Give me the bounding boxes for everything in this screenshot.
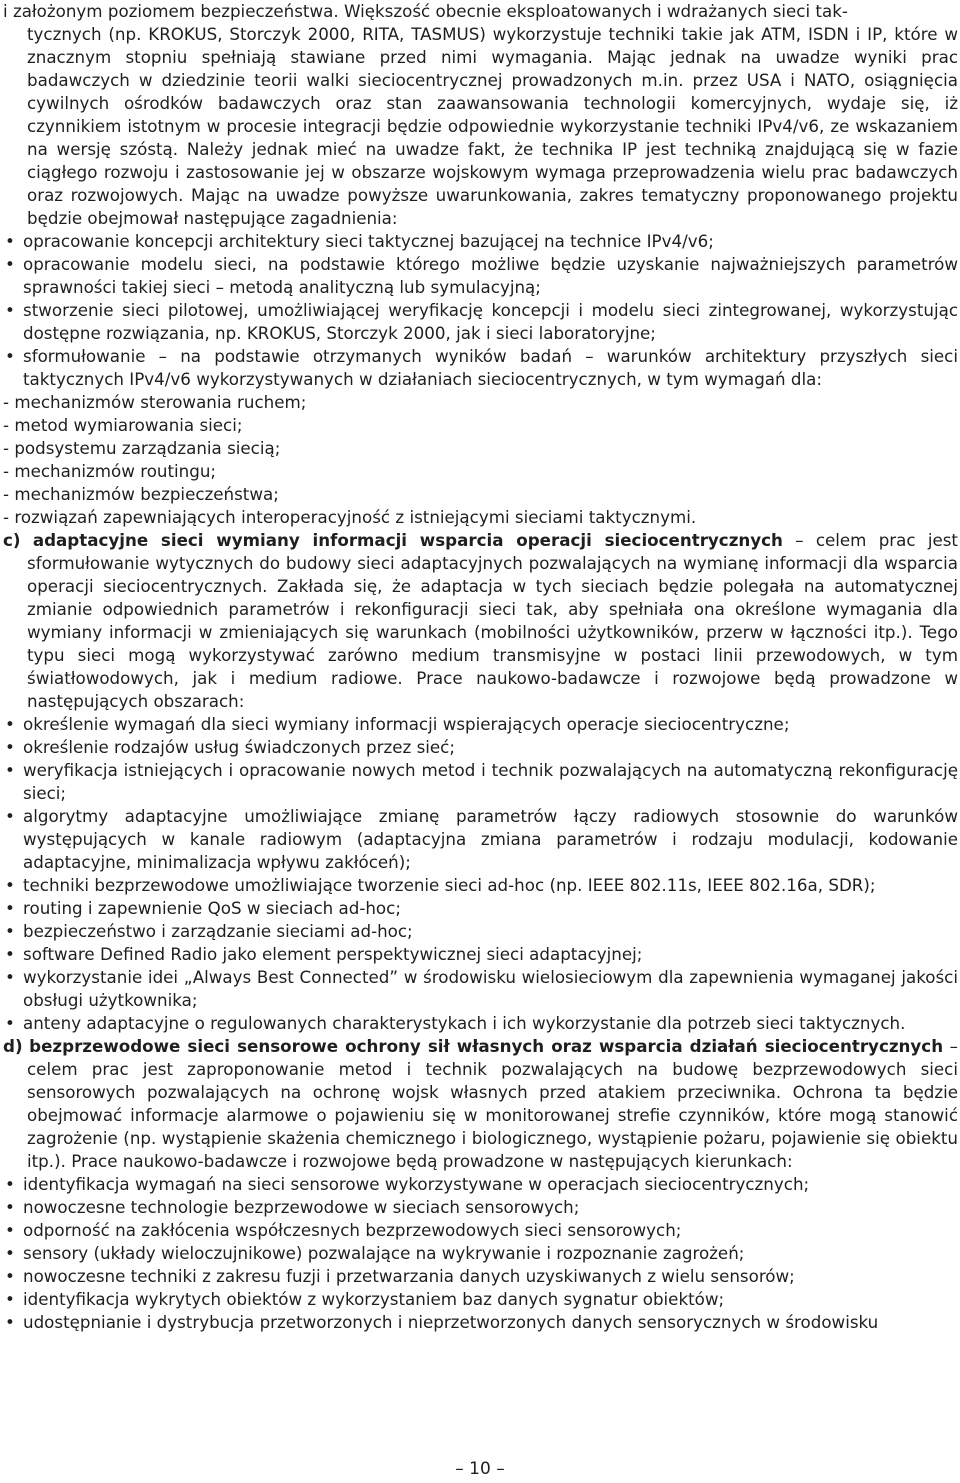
document-page — [3, 0, 958, 1334]
section-c-heading: adaptacyjne sieci wymiany informacji wsparcia operacji sieciocentrycznych — [32, 530, 783, 550]
list-item: • bezpieczeństwo i zarządzanie sieciami ad-hoc; — [3, 920, 958, 943]
list-item: • opracowanie modelu sieci, na podstawie którego możliwe będzie uzyskanie najważniejszych parametrów sprawności takiej sieci – metodą analityczną lub symulacyjną; — [3, 253, 958, 299]
list-item: - mechanizmów routingu; — [3, 461, 217, 481]
list-item: - mechanizmów bezpieczeństwa; — [3, 484, 279, 504]
project-scope-list — [3, 230, 958, 391]
section-c-list — [3, 713, 958, 1035]
list-item: • identyfikacja wymagań na sieci sensorowe wykorzystywane w operacjach sieciocentrycznych; — [3, 1173, 958, 1196]
list-item: • opracowanie koncepcji architektury sieci taktycznej bazującej na technice IPv4/v6; — [3, 230, 958, 253]
list-item: - podsystemu zarządzania siecią; — [3, 438, 281, 458]
section-c-paragraph — [3, 529, 958, 713]
list-item: - mechanizmów sterowania ruchem; — [3, 392, 307, 412]
list-item: • stworzenie sieci pilotowej, umożliwiającej weryfikację koncepcji i modelu sieci zintegrowanej, wykorzystując dostępne rozwiązania, np. KROKUS, Storczyk 2000, jak i sieci laboratoryjne; — [3, 299, 958, 345]
list-item: • routing i zapewnienie QoS w sieciach ad-hoc; — [3, 897, 958, 920]
list-item: • określenie wymagań dla sieci wymiany informacji wspierających operacje sieciocentryczne; — [3, 713, 958, 736]
section-c-letter: c) — [3, 530, 21, 550]
list-item: • odporność na zakłócenia współczesnych bezprzewodowych sieci sensorowych; — [3, 1219, 958, 1242]
page-number: – 10 – — [455, 1459, 505, 1479]
list-item: • techniki bezprzewodowe umożliwiające tworzenie sieci ad-hoc (np. IEEE 802.11s, IEEE 802.16a, SDR); — [3, 874, 958, 897]
list-item: • identyfikacja wykrytych obiektów z wykorzystaniem baz danych sygnatur obiektów; — [3, 1288, 958, 1311]
intro-first-line: i założonym poziomem bezpieczeństwa. Większość obecnie eksploatowanych i wdrażanych sieci tak- — [3, 1, 848, 21]
section-d-heading: bezprzewodowe sieci sensorowe ochrony sił własnych oraz wsparcia działań sieciocentrycznych — [29, 1036, 944, 1056]
requirements-list — [3, 391, 958, 529]
list-item: • wykorzystanie idei „Always Best Connected” w środowisku wielosieciowym dla zapewnienia wymaganej jakości obsługi użytkownika; — [3, 966, 958, 1012]
list-item: • nowoczesne technologie bezprzewodowe w sieciach sensorowych; — [3, 1196, 958, 1219]
list-item: • sensory (układy wieloczujnikowe) pozwalające na wykrywanie i rozpoznanie zagrożeń; — [3, 1242, 958, 1265]
list-item: • określenie rodzajów usług świadczonych przez sieć; — [3, 736, 958, 759]
list-item: • anteny adaptacyjne o regulowanych charakterystykach i ich wykorzystanie dla potrzeb sieci taktycznych. — [3, 1012, 958, 1035]
list-item: • algorytmy adaptacyjne umożliwiające zmianę parametrów łączy radiowych stosownie do warunków występujących w kanale radiowym (adaptacyjna zmiana parametrów i rodzaju modulacji, kodowanie adaptacyjne, minimalizacja wpływu zakłóceń); — [3, 805, 958, 874]
section-d-paragraph — [3, 1035, 958, 1173]
section-d-text: – celem prac jest zaproponowanie metod i technik pozwalających na budowę bezprzewodowych sieci sensorowych pozwalających na ochronę wojsk własnych przed atakiem przeciwnika. Ochrona ta będzie obejmować informacje alarmowe o pojawieniu się w monitorowanej strefie czynników, które mogą stanowić zagrożenie (np. wystąpienie skażenia chemicznego i biologicznego, wystąpienie pożaru, pojawienie się obiektu itp.). Prace naukowo-badawcze i rozwojowe będą prowadzone w następujących kierunkach: — [27, 1036, 958, 1171]
section-d-letter: d) — [3, 1036, 23, 1056]
list-item: • sformułowanie – na podstawie otrzymanych wyników badań – warunków architektury przyszłych sieci taktycznych IPv4/v6 wykorzystywanych w działaniach sieciocentrycznych, w tym wymagań dla: — [3, 345, 958, 391]
list-item: • weryfikacja istniejących i opracowanie nowych metod i technik pozwalających na automatyczną rekonfigurację sieci; — [3, 759, 958, 805]
list-item: - rozwiązań zapewniających interoperacyjność z istniejącymi sieciami taktycznymi. — [3, 507, 697, 527]
list-item: • nowoczesne techniki z zakresu fuzji i przetwarzania danych uzyskiwanych z wielu sensorów; — [3, 1265, 958, 1288]
list-item: • udostępnianie i dystrybucja przetworzonych i nieprzetworzonych danych sensorycznych w środowisku — [3, 1311, 958, 1334]
section-c-text: – celem prac jest sformułowanie wytycznych do budowy sieci adaptacyjnych pozwalających na wymianę informacji dla wsparcia operacji sieciocentrycznych. Zakłada się, że adaptacja w tych sieciach będzie polegała na automatycznej zmianie odpowiednich parametrów i rekonfiguracji sieci tak, aby spełniała ona określone wymagania dla wymiany informacji w zmieniających się warunkach (mobilności użytkowników, przerw w łączności itp.). Tego typu sieci mogą wykorzystywać zarówno medium transmisyjne w postaci linii przewodowych, w tym światłowodowych, jak i medium radiowe. Prace naukowo-badawcze i rozwojowe będą prowadzone w następujących obszarach: — [27, 530, 958, 711]
intro-paragraph: tycznych (np. KROKUS, Storczyk 2000, RITA, TASMUS) wykorzystuje techniki takie jak ATM, ISDN i IP, które w znacznym stopniu spełniają stawiane przed nimi wymagania. Mając jednak na uwadze wyniki prac badawczych w dziedzinie teorii walki sieciocentrycznej prowadzonych m.in. przez USA i NATO, osiągnięcia cywilnych ośrodków badawczych oraz stan zaawansowania technologii komercyjnych, wydaje się, iż czynnikiem istotnym w procesie integracji będzie odpowiednie wykorzystanie techniki IPv4/v6, ze wskazaniem na wersję szóstą. Należy jednak mieć na uwadze fakt, że technika IP jest techniką znajdującą się w fazie ciągłego rozwoju i zastosowanie jej w obszarze wojskowym wymaga przeprowadzenia wielu prac badawczych oraz rozwojowych. Mając na uwadze powyższe uwarunkowania, zakres tematyczny proponowanego projektu będzie obejmował następujące zagadnienia: — [27, 24, 958, 228]
section-d-list — [3, 1173, 958, 1334]
list-item: - metod wymiarowania sieci; — [3, 415, 243, 435]
list-item: • software Defined Radio jako element perspektywicznej sieci adaptacyjnej; — [3, 943, 958, 966]
